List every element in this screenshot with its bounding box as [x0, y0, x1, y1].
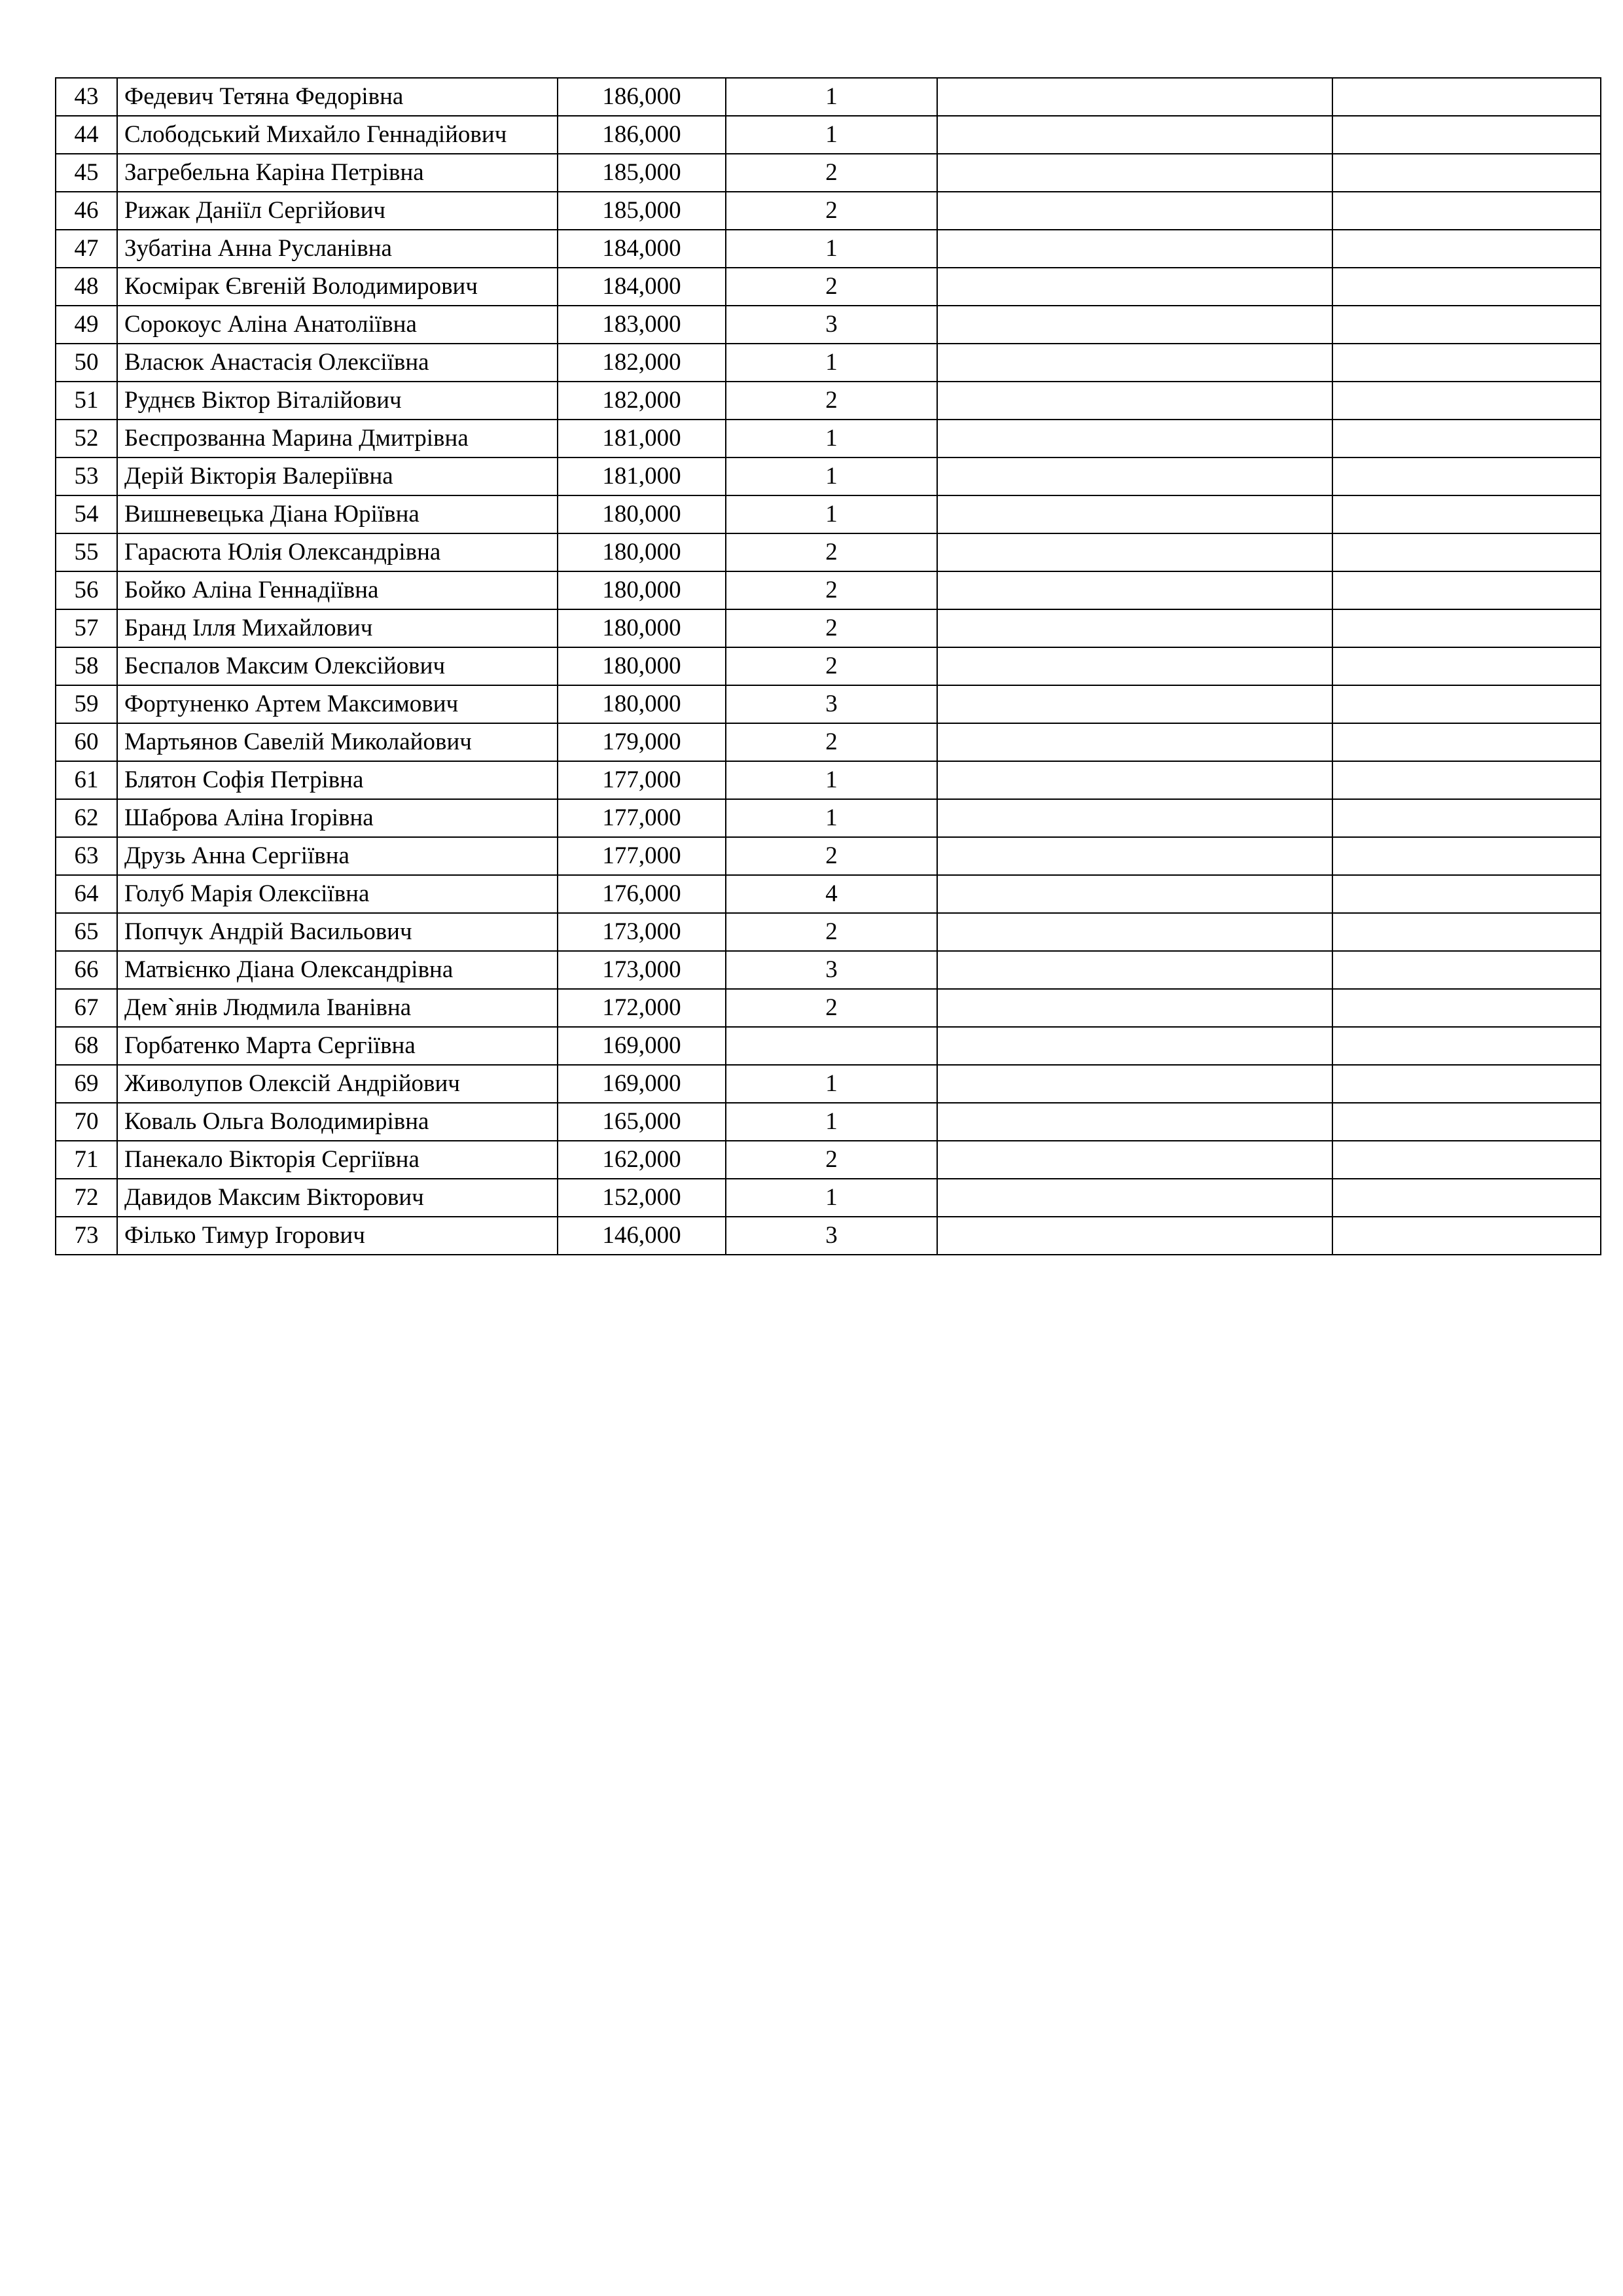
row-number-cell: 65: [56, 913, 117, 951]
empty-cell: [1332, 533, 1601, 571]
score-cell: 183,000: [558, 306, 726, 344]
score-cell: 146,000: [558, 1217, 726, 1255]
row-number-cell: 67: [56, 989, 117, 1027]
empty-cell: [937, 78, 1332, 116]
score-cell: 165,000: [558, 1103, 726, 1141]
table-row: [56, 154, 1601, 192]
empty-cell: [937, 913, 1332, 951]
empty-cell: [937, 647, 1332, 685]
score-cell: 184,000: [558, 230, 726, 268]
score-cell: 180,000: [558, 571, 726, 609]
score-cell: 172,000: [558, 989, 726, 1027]
empty-cell: [1332, 989, 1601, 1027]
priority-cell: 1: [726, 344, 937, 382]
empty-cell: [1332, 951, 1601, 989]
empty-cell: [937, 1065, 1332, 1103]
empty-cell: [1332, 78, 1601, 116]
applicant-name-cell: Давидов Максим Вікторович: [117, 1179, 558, 1217]
row-number-cell: 69: [56, 1065, 117, 1103]
priority-cell: 1: [726, 1103, 937, 1141]
priority-cell: 2: [726, 837, 937, 875]
empty-cell: [1332, 154, 1601, 192]
empty-cell: [937, 799, 1332, 837]
priority-cell: 1: [726, 799, 937, 837]
table-row: [56, 799, 1601, 837]
row-number-cell: 64: [56, 875, 117, 913]
row-number-cell: 44: [56, 116, 117, 154]
applicant-name-cell: Зубатіна Анна Русланівна: [117, 230, 558, 268]
empty-cell: [937, 875, 1332, 913]
empty-cell: [1332, 761, 1601, 799]
empty-cell: [1332, 457, 1601, 495]
table-row: [56, 685, 1601, 723]
table-row: [56, 1217, 1601, 1255]
table-row: [56, 116, 1601, 154]
empty-cell: [937, 306, 1332, 344]
empty-cell: [1332, 116, 1601, 154]
empty-cell: [937, 723, 1332, 761]
empty-cell: [937, 457, 1332, 495]
score-cell: 162,000: [558, 1141, 726, 1179]
table-row: [56, 875, 1601, 913]
table-row: [56, 382, 1601, 420]
row-number-cell: 62: [56, 799, 117, 837]
empty-cell: [937, 571, 1332, 609]
empty-cell: [937, 154, 1332, 192]
row-number-cell: 60: [56, 723, 117, 761]
row-number-cell: 48: [56, 268, 117, 306]
table-row: [56, 1103, 1601, 1141]
table-row: [56, 609, 1601, 647]
ranking-table: [55, 77, 1601, 1255]
empty-cell: [1332, 1103, 1601, 1141]
empty-cell: [1332, 1141, 1601, 1179]
row-number-cell: 66: [56, 951, 117, 989]
table-row: [56, 268, 1601, 306]
priority-cell: 1: [726, 78, 937, 116]
score-cell: 186,000: [558, 78, 726, 116]
applicant-name-cell: Мартьянов Савелій Миколайович: [117, 723, 558, 761]
applicant-name-cell: Вишневецька Діана Юріївна: [117, 495, 558, 533]
row-number-cell: 53: [56, 457, 117, 495]
row-number-cell: 52: [56, 420, 117, 457]
applicant-name-cell: Власюк Анастасія Олексіївна: [117, 344, 558, 382]
empty-cell: [1332, 571, 1601, 609]
applicant-name-cell: Дерій Вікторія Валеріївна: [117, 457, 558, 495]
empty-cell: [937, 268, 1332, 306]
priority-cell: 2: [726, 609, 937, 647]
empty-cell: [1332, 268, 1601, 306]
applicant-name-cell: Коваль Ольга Володимирівна: [117, 1103, 558, 1141]
empty-cell: [937, 951, 1332, 989]
empty-cell: [1332, 420, 1601, 457]
priority-cell: 1: [726, 761, 937, 799]
score-cell: 180,000: [558, 647, 726, 685]
row-number-cell: 71: [56, 1141, 117, 1179]
priority-cell: 1: [726, 230, 937, 268]
score-cell: 176,000: [558, 875, 726, 913]
table-row: [56, 230, 1601, 268]
empty-cell: [937, 1103, 1332, 1141]
table-row: [56, 457, 1601, 495]
priority-cell: 1: [726, 1179, 937, 1217]
score-cell: 186,000: [558, 116, 726, 154]
empty-cell: [937, 837, 1332, 875]
priority-cell: 1: [726, 495, 937, 533]
score-cell: 181,000: [558, 457, 726, 495]
empty-cell: [937, 420, 1332, 457]
applicant-name-cell: Матвієнко Діана Олександрівна: [117, 951, 558, 989]
score-cell: 169,000: [558, 1027, 726, 1065]
applicant-name-cell: Федевич Тетяна Федорівна: [117, 78, 558, 116]
applicant-name-cell: Дем`янів Людмила Іванівна: [117, 989, 558, 1027]
row-number-cell: 68: [56, 1027, 117, 1065]
empty-cell: [937, 533, 1332, 571]
table-row: [56, 1179, 1601, 1217]
applicant-name-cell: Блятон Софія Петрівна: [117, 761, 558, 799]
empty-cell: [1332, 495, 1601, 533]
table-row: [56, 533, 1601, 571]
score-cell: 185,000: [558, 192, 726, 230]
ranking-table-body: [56, 78, 1601, 1255]
empty-cell: [937, 1027, 1332, 1065]
score-cell: 185,000: [558, 154, 726, 192]
score-cell: 177,000: [558, 761, 726, 799]
applicant-name-cell: Космірак Євгеній Володимирович: [117, 268, 558, 306]
empty-cell: [1332, 306, 1601, 344]
row-number-cell: 50: [56, 344, 117, 382]
empty-cell: [1332, 1217, 1601, 1255]
row-number-cell: 73: [56, 1217, 117, 1255]
table-row: [56, 1065, 1601, 1103]
priority-cell: 2: [726, 192, 937, 230]
row-number-cell: 56: [56, 571, 117, 609]
empty-cell: [1332, 875, 1601, 913]
priority-cell: 2: [726, 723, 937, 761]
table-row: [56, 420, 1601, 457]
table-row: [56, 647, 1601, 685]
score-cell: 179,000: [558, 723, 726, 761]
table-row: [56, 495, 1601, 533]
table-row: [56, 344, 1601, 382]
empty-cell: [1332, 799, 1601, 837]
priority-cell: 3: [726, 1217, 937, 1255]
row-number-cell: 46: [56, 192, 117, 230]
row-number-cell: 45: [56, 154, 117, 192]
priority-cell: 2: [726, 533, 937, 571]
priority-cell: 3: [726, 685, 937, 723]
score-cell: 169,000: [558, 1065, 726, 1103]
table-row: [56, 761, 1601, 799]
empty-cell: [1332, 192, 1601, 230]
priority-cell: 1: [726, 116, 937, 154]
table-row: [56, 1027, 1601, 1065]
score-cell: 152,000: [558, 1179, 726, 1217]
empty-cell: [1332, 647, 1601, 685]
score-cell: 181,000: [558, 420, 726, 457]
applicant-name-cell: Попчук Андрій Васильович: [117, 913, 558, 951]
priority-cell: 1: [726, 457, 937, 495]
applicant-name-cell: Фортуненко Артем Максимович: [117, 685, 558, 723]
applicant-name-cell: Філько Тимур Ігорович: [117, 1217, 558, 1255]
applicant-name-cell: Беспалов Максим Олексійович: [117, 647, 558, 685]
score-cell: 173,000: [558, 951, 726, 989]
table-row: [56, 571, 1601, 609]
score-cell: 180,000: [558, 533, 726, 571]
empty-cell: [1332, 344, 1601, 382]
priority-cell: 2: [726, 268, 937, 306]
applicant-name-cell: Горбатенко Марта Сергіївна: [117, 1027, 558, 1065]
empty-cell: [1332, 837, 1601, 875]
row-number-cell: 72: [56, 1179, 117, 1217]
empty-cell: [937, 230, 1332, 268]
table-row: [56, 837, 1601, 875]
applicant-name-cell: Бранд Ілля Михайлович: [117, 609, 558, 647]
priority-cell: [726, 1027, 937, 1065]
row-number-cell: 51: [56, 382, 117, 420]
empty-cell: [937, 989, 1332, 1027]
empty-cell: [937, 382, 1332, 420]
row-number-cell: 43: [56, 78, 117, 116]
table-row: [56, 1141, 1601, 1179]
empty-cell: [937, 761, 1332, 799]
score-cell: 180,000: [558, 495, 726, 533]
table-row: [56, 913, 1601, 951]
empty-cell: [1332, 382, 1601, 420]
priority-cell: 4: [726, 875, 937, 913]
empty-cell: [937, 192, 1332, 230]
applicant-name-cell: Рижак Даніїл Сергійович: [117, 192, 558, 230]
priority-cell: 2: [726, 571, 937, 609]
row-number-cell: 58: [56, 647, 117, 685]
applicant-name-cell: Гарасюта Юлія Олександрівна: [117, 533, 558, 571]
empty-cell: [1332, 913, 1601, 951]
applicant-name-cell: Живолупов Олексій Андрійович: [117, 1065, 558, 1103]
empty-cell: [1332, 1179, 1601, 1217]
table-row: [56, 192, 1601, 230]
table-row: [56, 78, 1601, 116]
priority-cell: 2: [726, 647, 937, 685]
score-cell: 180,000: [558, 609, 726, 647]
score-cell: 184,000: [558, 268, 726, 306]
row-number-cell: 61: [56, 761, 117, 799]
row-number-cell: 70: [56, 1103, 117, 1141]
empty-cell: [1332, 230, 1601, 268]
priority-cell: 2: [726, 989, 937, 1027]
empty-cell: [937, 609, 1332, 647]
table-row: [56, 306, 1601, 344]
row-number-cell: 63: [56, 837, 117, 875]
row-number-cell: 59: [56, 685, 117, 723]
applicant-name-cell: Сорокоус Аліна Анатоліївна: [117, 306, 558, 344]
table-row: [56, 951, 1601, 989]
priority-cell: 1: [726, 1065, 937, 1103]
applicant-name-cell: Голуб Марія Олексіївна: [117, 875, 558, 913]
empty-cell: [1332, 609, 1601, 647]
score-cell: 177,000: [558, 799, 726, 837]
empty-cell: [937, 1141, 1332, 1179]
table-row: [56, 989, 1601, 1027]
applicant-name-cell: Загребельна Каріна Петрівна: [117, 154, 558, 192]
applicant-name-cell: Панекало Вікторія Сергіївна: [117, 1141, 558, 1179]
priority-cell: 3: [726, 951, 937, 989]
empty-cell: [1332, 685, 1601, 723]
applicant-name-cell: Слободський Михайло Геннадійович: [117, 116, 558, 154]
row-number-cell: 54: [56, 495, 117, 533]
score-cell: 177,000: [558, 837, 726, 875]
row-number-cell: 49: [56, 306, 117, 344]
empty-cell: [1332, 1027, 1601, 1065]
applicant-name-cell: Руднєв Віктор Віталійович: [117, 382, 558, 420]
priority-cell: 2: [726, 382, 937, 420]
score-cell: 173,000: [558, 913, 726, 951]
priority-cell: 1: [726, 420, 937, 457]
priority-cell: 2: [726, 913, 937, 951]
empty-cell: [937, 116, 1332, 154]
row-number-cell: 47: [56, 230, 117, 268]
row-number-cell: 55: [56, 533, 117, 571]
row-number-cell: 57: [56, 609, 117, 647]
score-cell: 182,000: [558, 382, 726, 420]
empty-cell: [937, 1217, 1332, 1255]
score-cell: 182,000: [558, 344, 726, 382]
empty-cell: [1332, 1065, 1601, 1103]
applicant-name-cell: Шаброва Аліна Ігорівна: [117, 799, 558, 837]
empty-cell: [937, 344, 1332, 382]
applicant-name-cell: Беспрозванна Марина Дмитрівна: [117, 420, 558, 457]
score-cell: 180,000: [558, 685, 726, 723]
empty-cell: [937, 1179, 1332, 1217]
priority-cell: 2: [726, 1141, 937, 1179]
applicant-name-cell: Бойко Аліна Геннадіївна: [117, 571, 558, 609]
empty-cell: [937, 495, 1332, 533]
priority-cell: 3: [726, 306, 937, 344]
applicant-name-cell: Друзь Анна Сергіївна: [117, 837, 558, 875]
empty-cell: [1332, 723, 1601, 761]
priority-cell: 2: [726, 154, 937, 192]
table-row: [56, 723, 1601, 761]
empty-cell: [937, 685, 1332, 723]
